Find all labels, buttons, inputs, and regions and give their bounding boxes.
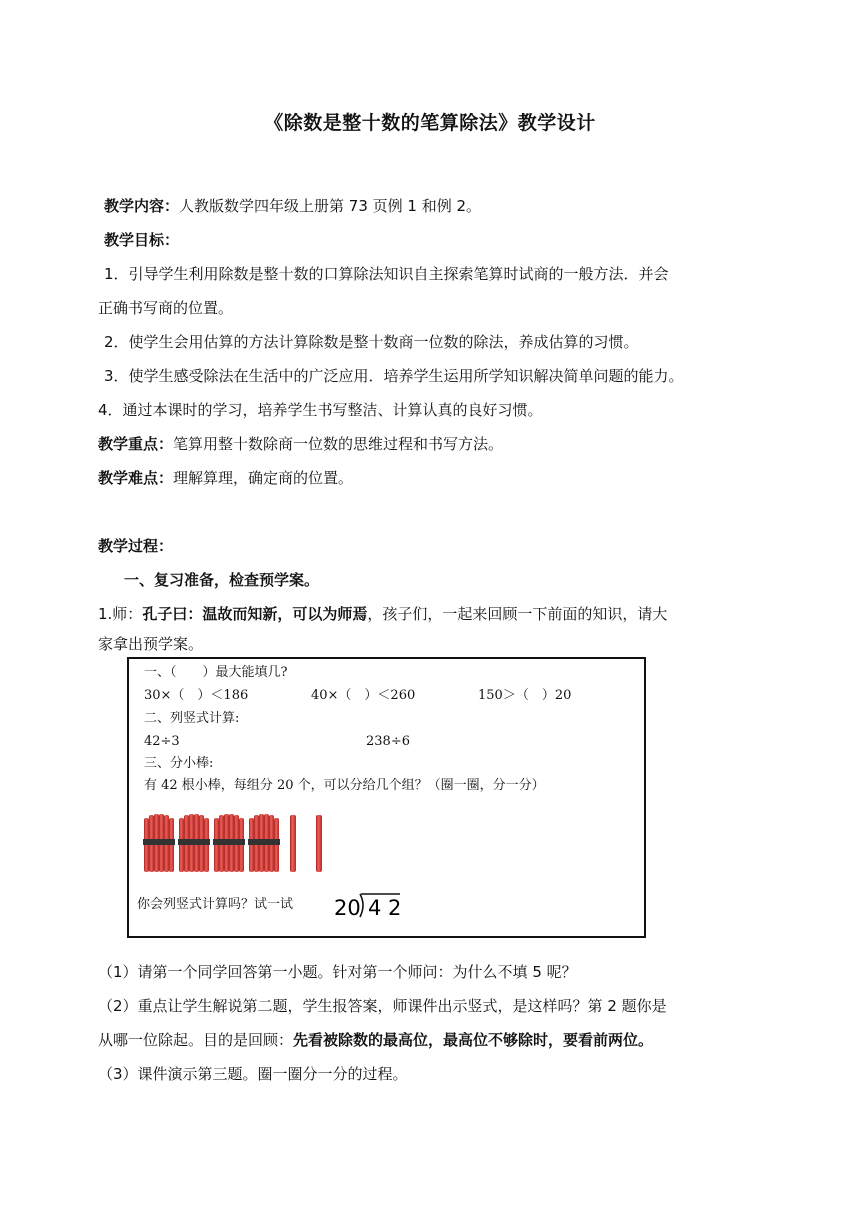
goal-2: 2．使学生会用估算的方法计算除数是整十数商一位数的除法，养成估算的习惯。 <box>104 333 639 351</box>
teaching-difficulty <box>98 468 353 488</box>
goal-1-line-b: 正确书写商的位置。 <box>98 299 234 317</box>
teaching-content-label: 教学内容： <box>104 197 180 215</box>
long-division-sign <box>332 890 404 920</box>
worksheet-q3-title: 三、分小棒: <box>144 756 214 771</box>
worksheet-q1-b: 40×（ ）＜260 <box>311 688 416 703</box>
teaching-difficulty-label: 教学难点： <box>98 469 174 487</box>
single-stick-1 <box>290 815 296 872</box>
stick-bundle-1 <box>143 814 175 872</box>
teaching-key-text: 笔算用整十数除商一位数的思维过程和书写方法。 <box>173 435 504 453</box>
stick-bundle-3 <box>213 814 245 872</box>
teaching-content <box>104 196 481 216</box>
teaching-goals-label: 教学目标： <box>104 231 180 249</box>
goal-4: 4．通过本课时的学习，培养学生书写整洁、计算认真的良好习惯。 <box>98 401 543 419</box>
sticks-illustration <box>142 812 332 874</box>
worksheet-q1-c: 150＞（ ）20 <box>478 688 572 703</box>
teaching-key-point <box>98 434 503 454</box>
step-1-line-a <box>98 604 667 624</box>
teaching-key-label: 教学重点： <box>98 435 174 453</box>
step-1-quote: 孔子曰：温故而知新，可以为师焉 <box>142 605 368 623</box>
goal-3: 3．使学生感受除法在生活中的广泛应用．培养学生运用所学知识解决简单问题的能力。 <box>104 367 684 385</box>
step-1-rest: ，孩子们，一起来回顾一下前面的知识，请大 <box>367 605 668 623</box>
worksheet-q1-title: 一、（ ）最大能填几? <box>144 665 288 680</box>
note-2-prefix: 从哪一位除起。目的是回顾： <box>98 1031 294 1049</box>
worksheet-q2-a: 42÷3 <box>144 734 180 749</box>
worksheet-try-text: 你会列竖式计算吗？试一试 <box>137 897 294 912</box>
division-divisor: 20 <box>334 896 361 920</box>
goal-1-line-a: 1．引导学生利用除数是整十数的口算除法知识自主探索笔算时试商的一般方法．并会 <box>104 265 669 283</box>
teaching-difficulty-text: 理解算理，确定商的位置。 <box>173 469 354 487</box>
teaching-content-text: 人教版数学四年级上册第 73 页例 1 和例 2。 <box>179 197 482 215</box>
note-1: （1）请第一个同学回答第一小题。针对第一个师问：为什么不填 5 呢？ <box>98 963 577 981</box>
teaching-process-label: 教学过程： <box>98 537 174 555</box>
worksheet-q3-text: 有 42 根小棒，每组分 20 个，可以分给几个组？（圈一圈，分一分） <box>144 778 545 793</box>
step-1-line-b: 家拿出预学案。 <box>98 635 204 653</box>
division-dividend: 4 2 <box>368 896 402 920</box>
document-title: 《除数是整十数的笔算除法》教学设计 <box>264 112 596 134</box>
note-3: （3）课件演示第三题。圈一圈分一分的过程。 <box>98 1065 408 1083</box>
note-2-line-a: （2）重点让学生解说第二题，学生报答案，师课件出示竖式，是这样吗？第 2 题你是 <box>98 997 667 1015</box>
stick-bundle-4 <box>248 814 280 872</box>
section-1-heading: 一、复习准备，检查预学案。 <box>124 571 320 589</box>
worksheet-q1-a: 30×（ ）＜186 <box>144 688 249 703</box>
stick-bundle-2 <box>178 814 210 872</box>
note-2-line-b <box>98 1030 653 1050</box>
worksheet-q2-title: 二、列竖式计算: <box>144 711 240 726</box>
note-2-emphasis: 先看被除数的最高位，最高位不够除时，要看前两位。 <box>293 1031 654 1049</box>
single-stick-2 <box>316 815 322 872</box>
step-1-prefix: 1.师： <box>98 605 143 623</box>
worksheet-q2-b: 238÷6 <box>366 734 410 749</box>
